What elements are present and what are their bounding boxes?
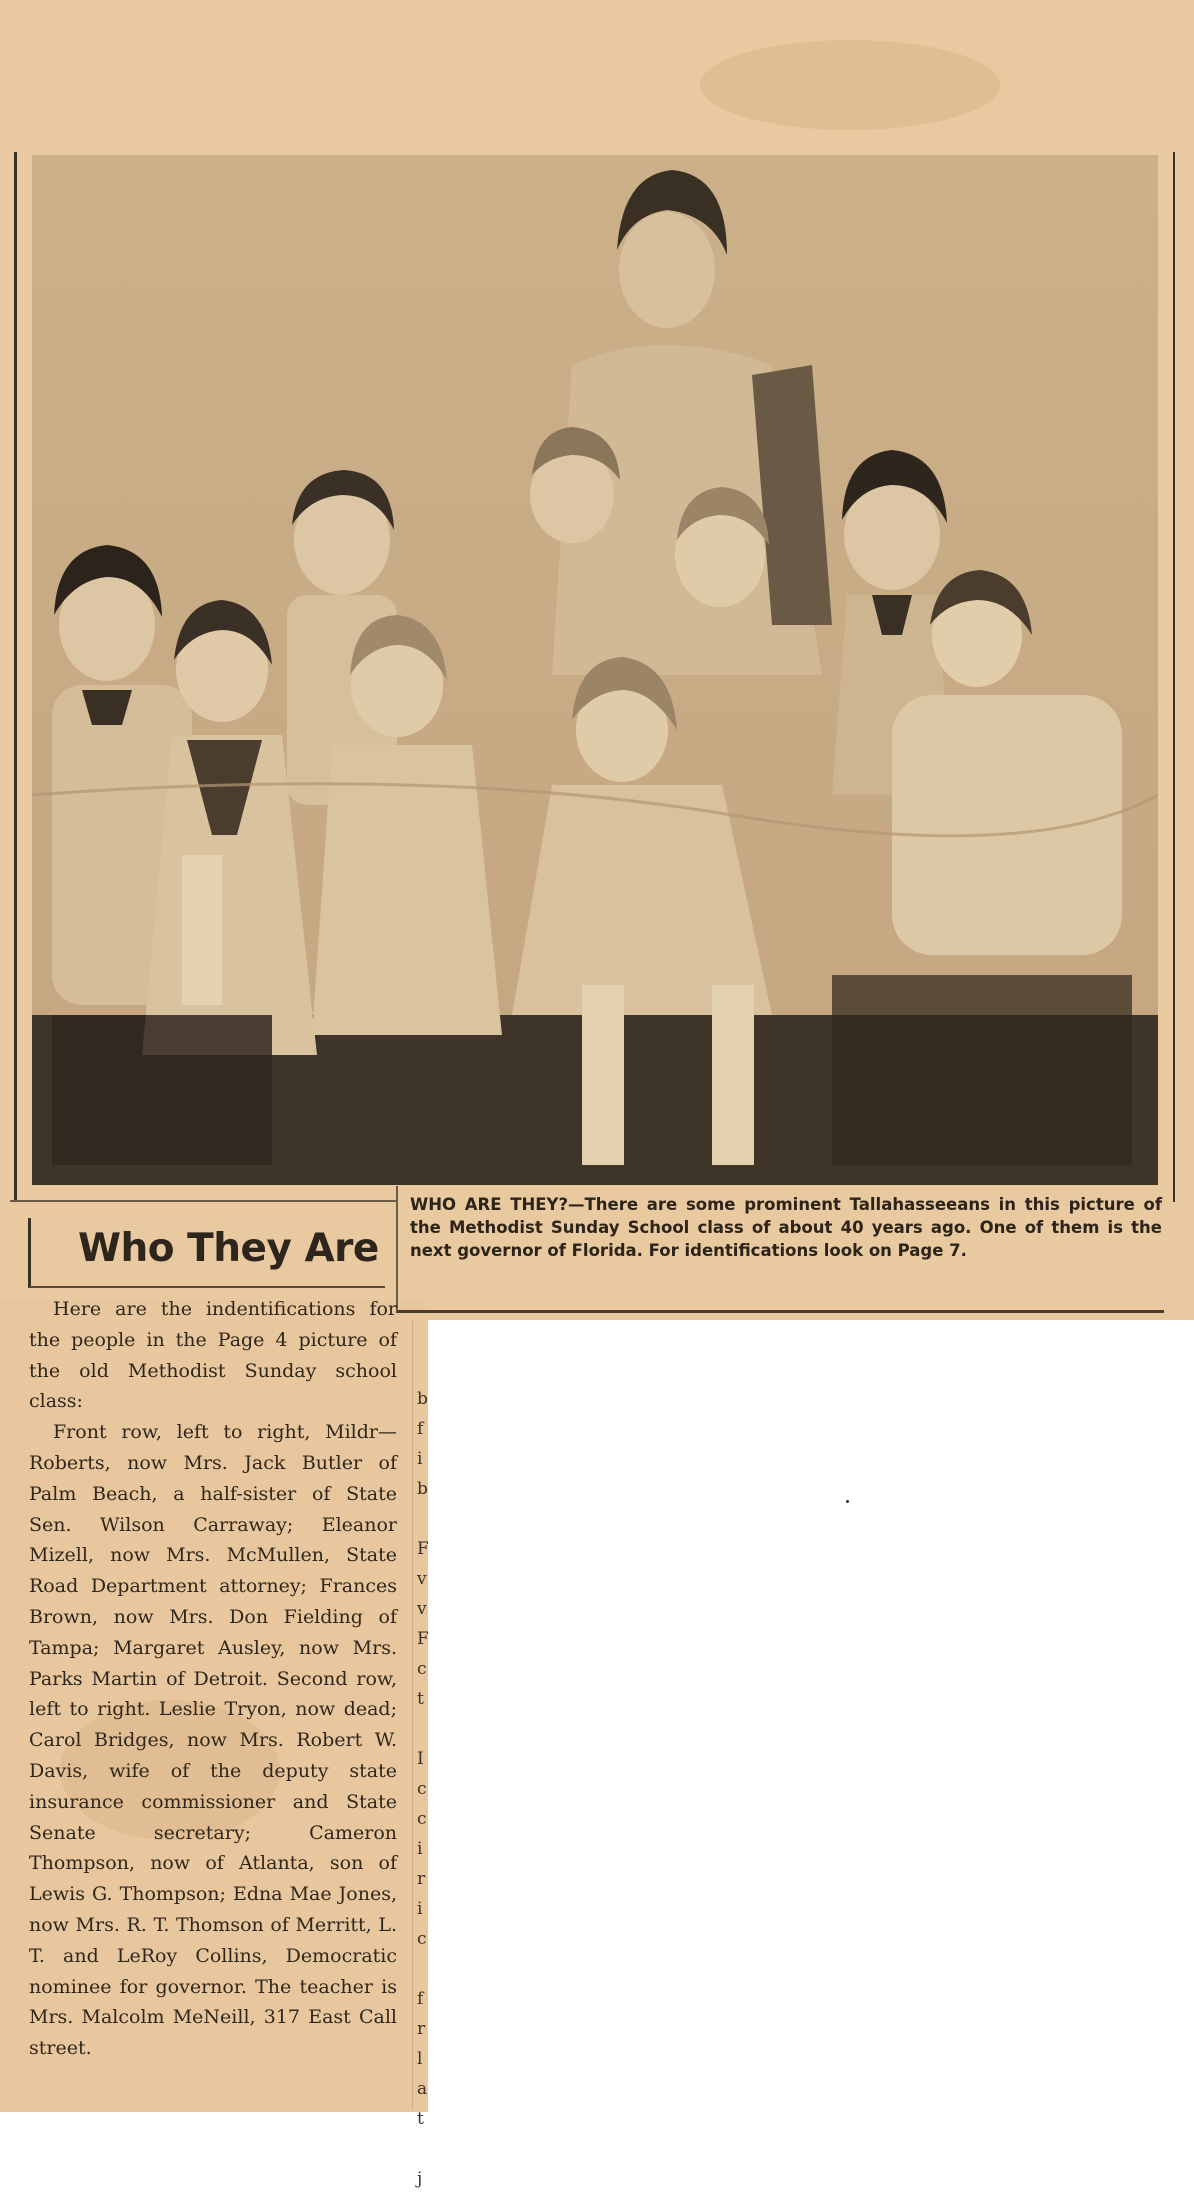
- photo-caption: WHO ARE THEY?—There are some prominent Tallahasseeans in this picture of the Methodist Sunday School class of about 40 years ago. One of them is the next governor of Florida. For identifications look on Page 7.: [410, 1195, 1162, 1260]
- cut-off-letter: j: [417, 2169, 423, 2189]
- column-divider-line: [10, 1200, 396, 1202]
- cut-off-letter: b: [417, 1389, 428, 1409]
- article-intro-paragraph: Here are the indentifications for the people in the Page 4 picture of the old Methodist Sunday school class:: [29, 1298, 397, 1413]
- class-photograph: [32, 155, 1158, 1185]
- article-body-paragraph: Front row, left to right, Mildr— Roberts, now Mrs. Jack Butler of Palm Beach, a half-sister of State Sen. Wilson Carraway; Eleanor Mizell, now Mrs. McMullen, State Road Department attorney; Frances Brown, now Mrs. Don Fielding of Tampa; Margaret Ausley, now Mrs. Parks Martin of Detroit. Second row, left to right. Leslie Tryon, now dead; Carol Bridges, now Mrs. Robert W. Davis, wife of the deputy state insurance commissioner and State Senate secretary; Cameron Thompson, now of Atlanta, son of Lewis G. Thompson; Edna Mae Jones, now Mrs. R. T. Thomson of Merritt, L. T. and LeRoy Collins, Democratic nominee for governor. The teacher is Mrs. Malcolm MeNeill, 317 East Call street.: [29, 1421, 397, 2060]
- cut-off-letter: c: [417, 1809, 427, 1829]
- cut-off-letter: c: [417, 1929, 427, 1949]
- cut-off-letter: i: [417, 1839, 423, 1859]
- cut-off-letter: r: [417, 2019, 426, 2039]
- article-column: [29, 1294, 397, 2064]
- cut-off-letter: r: [417, 1869, 426, 1889]
- cut-off-letter: c: [417, 1659, 427, 1679]
- cut-off-letter: F: [417, 1539, 429, 1559]
- article-headline: Who They Are: [78, 1226, 379, 1271]
- speck-mark: [846, 1500, 849, 1503]
- cut-off-letter: F: [417, 1629, 429, 1649]
- cut-off-letter: l: [417, 2049, 423, 2069]
- cut-off-letter: [417, 1954, 429, 1984]
- paper-stain: [700, 40, 1000, 130]
- cut-off-letter: [417, 1504, 429, 1534]
- cut-off-letter: I: [417, 1749, 424, 1769]
- cut-off-letter: a: [417, 2079, 428, 2099]
- column-divider-line: [412, 1320, 413, 2110]
- cut-off-letter: f: [417, 1419, 424, 1439]
- photo-shadow: [52, 1015, 272, 1165]
- cut-off-letter: i: [417, 1449, 423, 1469]
- photo-illustration: [32, 155, 1158, 1185]
- cut-off-letter: [417, 2134, 429, 2164]
- cut-off-letter: f: [417, 1989, 424, 2009]
- cut-off-letter: v: [417, 1599, 427, 1619]
- cut-off-letter: t: [417, 2109, 424, 2129]
- cut-off-letter: b: [417, 1479, 428, 1499]
- cut-off-letter: v: [417, 1569, 427, 1589]
- cut-off-adjacent-column: [417, 1384, 429, 2194]
- cut-off-letter: [417, 1714, 429, 1744]
- cut-off-letter: c: [417, 1779, 427, 1799]
- cut-off-letter: t: [417, 1689, 424, 1709]
- photo-shadow: [832, 975, 1132, 1165]
- cut-off-letter: i: [417, 1899, 423, 1919]
